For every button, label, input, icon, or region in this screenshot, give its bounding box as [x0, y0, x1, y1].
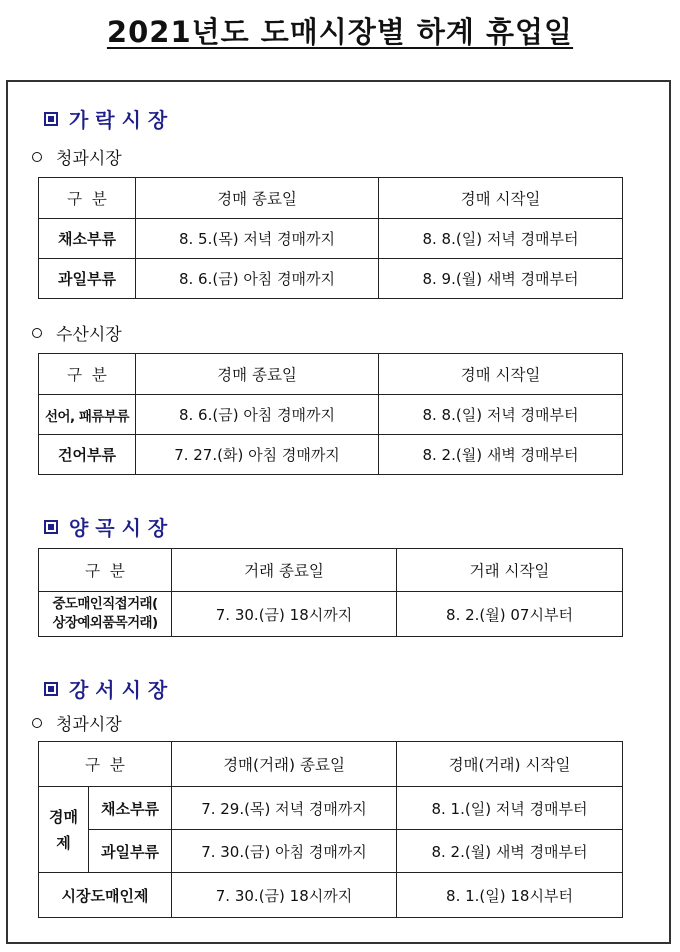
column-header: 구 분	[39, 742, 172, 787]
table-cell: 8. 2.(월) 새벽 경매부터	[379, 435, 623, 475]
table-cell: 8. 2.(월) 새벽 경매부터	[397, 830, 623, 873]
section-heading-gangseo	[44, 674, 167, 703]
table-row	[39, 592, 623, 637]
subsection-heading-garak-produce	[32, 144, 122, 169]
column-header: 경매(거래) 종료일	[172, 742, 397, 787]
filled-square-icon	[44, 112, 58, 126]
table-cell: 7. 29.(목) 저녁 경매까지	[172, 787, 397, 830]
table-cell: 8. 9.(월) 새벽 경매부터	[379, 259, 623, 299]
table-cell: 7. 30.(금) 아침 경매까지	[172, 830, 397, 873]
subsection-heading-gangseo-produce	[32, 710, 122, 735]
table-header-row	[39, 354, 623, 395]
table-row	[39, 435, 623, 475]
table-gangseo-produce	[38, 741, 623, 918]
section-heading-yanggok	[44, 512, 167, 541]
filled-square-icon	[44, 682, 58, 696]
table-row	[39, 259, 623, 299]
section-heading-garak	[44, 104, 167, 133]
table-cell: 8. 6.(금) 아침 경매까지	[136, 259, 379, 299]
row-label: 채소부류	[89, 787, 172, 830]
column-header: 경매(거래) 시작일	[397, 742, 623, 787]
row-label: 시장도매인제	[39, 873, 172, 918]
column-header: 구 분	[39, 354, 136, 395]
column-header: 구 분	[39, 178, 136, 219]
page-title: 2021년도 도매시장별 하계 휴업일	[106, 15, 574, 49]
table-cell: 8. 6.(금) 아침 경매까지	[136, 395, 379, 435]
table-cell: 8. 5.(목) 저녁 경매까지	[136, 219, 379, 259]
table-row	[39, 787, 623, 830]
row-label	[39, 592, 172, 637]
section-heading-label: 가 락 시 장	[69, 108, 168, 132]
table-cell: 7. 27.(화) 아침 경매까지	[136, 435, 379, 475]
group-label-line: 제	[56, 833, 71, 852]
table-cell: 8. 8.(일) 저녁 경매부터	[379, 219, 623, 259]
table-cell: 8. 1.(일) 저녁 경매부터	[397, 787, 623, 830]
table-cell: 8. 2.(월) 07시부터	[397, 592, 623, 637]
column-header: 경매 시작일	[379, 178, 623, 219]
column-header: 구 분	[39, 549, 172, 592]
subsection-heading-label: 청과시장	[56, 149, 122, 169]
row-label: 과일부류	[39, 259, 136, 299]
row-label: 선어, 패류부류	[39, 395, 136, 435]
table-garak-seafood	[38, 353, 623, 475]
table-garak-produce	[38, 177, 623, 299]
group-label-line: 경매	[49, 807, 78, 826]
table-cell: 7. 30.(금) 18시까지	[172, 592, 397, 637]
table-cell: 8. 8.(일) 저녁 경매부터	[379, 395, 623, 435]
subsection-heading-label: 수산시장	[56, 325, 122, 345]
table-row	[39, 830, 623, 873]
subsection-heading-garak-seafood	[32, 320, 122, 345]
column-header: 경매 시작일	[379, 354, 623, 395]
section-heading-label: 양 곡 시 장	[69, 516, 168, 540]
row-label: 채소부류	[39, 219, 136, 259]
filled-square-icon	[44, 520, 58, 534]
table-yanggok	[38, 548, 623, 637]
table-header-row	[39, 549, 623, 592]
section-heading-label: 강 서 시 장	[69, 678, 168, 702]
table-cell: 8. 1.(일) 18시부터	[397, 873, 623, 918]
table-header-row	[39, 742, 623, 787]
column-header: 경매 종료일	[136, 354, 379, 395]
circle-bullet-icon	[32, 152, 42, 162]
table-row	[39, 219, 623, 259]
column-header: 경매 종료일	[136, 178, 379, 219]
row-label: 과일부류	[89, 830, 172, 873]
subsection-heading-label: 청과시장	[56, 715, 122, 735]
table-row	[39, 395, 623, 435]
table-row	[39, 873, 623, 918]
circle-bullet-icon	[32, 328, 42, 338]
column-header: 거래 종료일	[172, 549, 397, 592]
table-header-row	[39, 178, 623, 219]
table-cell: 7. 30.(금) 18시까지	[172, 873, 397, 918]
circle-bullet-icon	[32, 718, 42, 728]
group-label	[39, 787, 89, 873]
row-label: 건어부류	[39, 435, 136, 475]
row-label-line: 중도매인직접거래(	[52, 596, 158, 612]
column-header: 거래 시작일	[397, 549, 623, 592]
row-label-line: 상장예외품목거래)	[52, 615, 158, 631]
